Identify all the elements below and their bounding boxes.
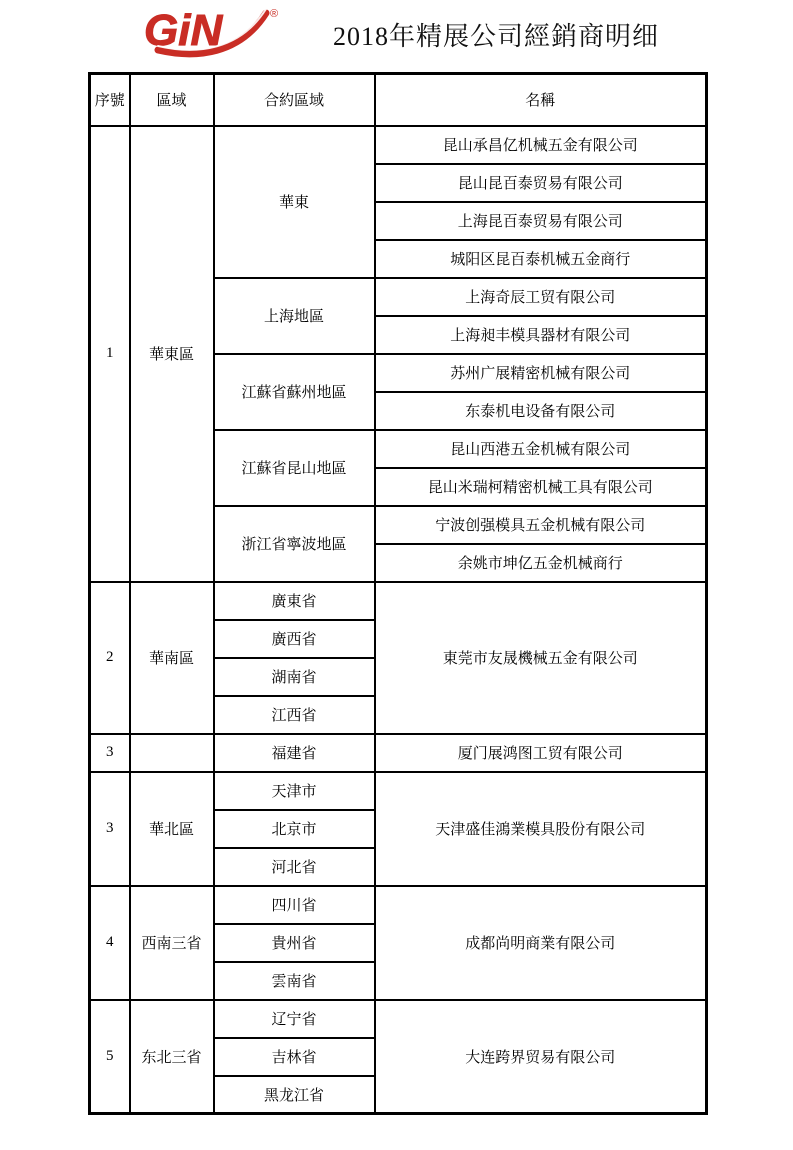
- header-company-name: 名稱: [375, 74, 707, 126]
- region-cell: 东北三省: [130, 1000, 214, 1114]
- region-cell: 西南三省: [130, 886, 214, 1000]
- company-cell: 苏州广展精密机械有限公司: [375, 354, 707, 392]
- region-cell: 華南區: [130, 582, 214, 734]
- gin-logo-lettering: [144, 6, 278, 55]
- contract-region-cell: 四川省: [214, 886, 375, 924]
- table-row: [90, 886, 707, 924]
- region-cell: 華北區: [130, 772, 214, 886]
- registered-trademark-icon: ®: [270, 8, 279, 20]
- company-cell: 上海奇辰工贸有限公司: [375, 278, 707, 316]
- company-cell: 上海昆百泰贸易有限公司: [375, 202, 707, 240]
- company-cell: 天津盛佳鴻業模具股份有限公司: [375, 772, 707, 886]
- contract-region-cell: 河北省: [214, 848, 375, 886]
- contract-region-cell: 貴州省: [214, 924, 375, 962]
- serial-cell: 1: [90, 126, 130, 582]
- table-row: [90, 772, 707, 810]
- company-cell: 昆山昆百泰贸易有限公司: [375, 164, 707, 202]
- serial-cell: 4: [90, 886, 130, 1000]
- svg-text:GiN: GiN: [144, 6, 223, 55]
- table-row: [90, 582, 707, 620]
- contract-region-cell: 福建省: [214, 734, 375, 772]
- contract-region-cell: 江蘇省蘇州地區: [214, 354, 375, 430]
- table-row: [90, 734, 707, 772]
- contract-region-cell: 黑龙江省: [214, 1076, 375, 1114]
- company-cell: 昆山承昌亿机械五金有限公司: [375, 126, 707, 164]
- contract-region-cell: 廣東省: [214, 582, 375, 620]
- contract-region-cell: 雲南省: [214, 962, 375, 1000]
- contract-region-cell: 北京市: [214, 810, 375, 848]
- serial-cell: 5: [90, 1000, 130, 1114]
- serial-cell: 3: [90, 772, 130, 886]
- company-cell: 宁波创强模具五金机械有限公司: [375, 506, 707, 544]
- header-contract-region: 合約區域: [214, 74, 375, 126]
- table-row: [90, 1000, 707, 1038]
- header-row: [90, 74, 707, 126]
- company-cell: 东泰机电设备有限公司: [375, 392, 707, 430]
- company-cell: 厦门展鸿图工贸有限公司: [375, 734, 707, 772]
- company-cell: 城阳区昆百泰机械五金商行: [375, 240, 707, 278]
- company-cell: 昆山西港五金机械有限公司: [375, 430, 707, 468]
- serial-cell: 3: [90, 734, 130, 772]
- company-cell: 成都尚明商業有限公司: [375, 886, 707, 1000]
- page-title: 2018年精展公司經銷商明细: [333, 22, 660, 51]
- company-cell: 東莞市友晟機械五金有限公司: [375, 582, 707, 734]
- contract-region-cell: 吉林省: [214, 1038, 375, 1076]
- contract-region-cell: 廣西省: [214, 620, 375, 658]
- header-serial: 序號: [90, 74, 130, 126]
- contract-region-cell: 上海地區: [214, 278, 375, 354]
- contract-region-cell: 湖南省: [214, 658, 375, 696]
- dealer-table-body: [90, 126, 707, 1114]
- dealer-table: [88, 72, 708, 1115]
- header-region: 區域: [130, 74, 214, 126]
- contract-region-cell: 江西省: [214, 696, 375, 734]
- contract-region-cell: 華東: [214, 126, 375, 278]
- contract-region-cell: 天津市: [214, 772, 375, 810]
- contract-region-cell: 辽宁省: [214, 1000, 375, 1038]
- table-row: [90, 126, 707, 164]
- company-cell: 大连跨界贸易有限公司: [375, 1000, 707, 1114]
- contract-region-cell: 江蘇省昆山地區: [214, 430, 375, 506]
- dealer-table-header: [90, 74, 707, 126]
- contract-region-cell: 浙江省寧波地區: [214, 506, 375, 582]
- company-cell: 上海昶丰模具器材有限公司: [375, 316, 707, 354]
- region-cell: 華東區: [130, 126, 214, 582]
- company-cell: 余姚市坤亿五金机械商行: [375, 544, 707, 582]
- company-cell: 昆山米瑞柯精密机械工具有限公司: [375, 468, 707, 506]
- serial-cell: 2: [90, 582, 130, 734]
- gin-logo: [142, 4, 292, 58]
- region-cell: [130, 734, 214, 772]
